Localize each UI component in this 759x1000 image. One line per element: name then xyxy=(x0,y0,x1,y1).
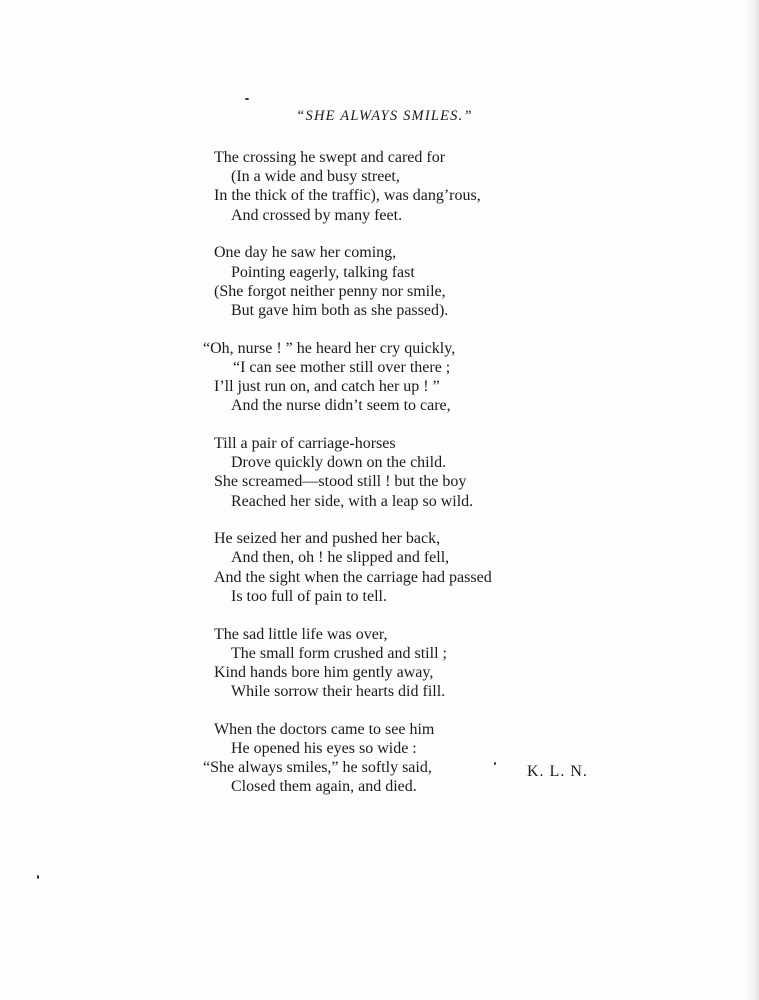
poem-line: Kind hands bore him gently away, xyxy=(214,663,434,681)
poem-title: “SHE ALWAYS SMILES.” xyxy=(296,108,473,124)
poem-line: The sad little life was over, xyxy=(214,625,388,643)
poem-line: Drove quickly down on the child. xyxy=(231,454,447,472)
poem-line: “She always smiles,” he softly said, xyxy=(203,759,432,777)
stanza xyxy=(214,434,544,511)
poem-line: The crossing he swept and cared for xyxy=(214,149,446,166)
poem-line: And crossed by many feet. xyxy=(231,206,403,224)
poem-line: When the doctors came to see him xyxy=(214,720,435,738)
author-signature: K. L. N. xyxy=(527,763,588,780)
poem-line: He seized her and pushed her back, xyxy=(214,530,441,548)
poem-line: Closed them again, and died. xyxy=(231,778,417,796)
poem-line: And the nurse didn’t seem to care, xyxy=(231,397,451,415)
poem-line: Till a pair of carriage-horses xyxy=(214,434,396,452)
poem-line: One day he saw her coming, xyxy=(214,244,397,262)
ink-speck xyxy=(37,875,39,879)
poem-line: And then, oh ! he slipped and fell, xyxy=(231,549,450,567)
poem-line: I’ll just run on, and catch her up ! ” xyxy=(214,378,440,396)
poem-line: Is too full of pain to tell. xyxy=(231,587,387,605)
stanza xyxy=(214,625,544,702)
poem-line: (In a wide and busy street, xyxy=(231,168,400,186)
poem-body xyxy=(203,148,544,815)
poem-line: “I can see mother still over there ; xyxy=(233,358,451,376)
poem-line: Pointing eagerly, talking fast xyxy=(231,263,415,281)
stanza xyxy=(203,720,544,797)
ink-speck xyxy=(245,98,249,100)
poem-line: (She forgot neither penny nor smile, xyxy=(214,282,446,300)
poem-line: She screamed—stood still ! but the boy xyxy=(214,473,467,491)
stanza xyxy=(214,148,544,225)
poem-line: But gave him both as she passed). xyxy=(231,301,449,319)
stanza xyxy=(203,339,544,416)
poem-line: He opened his eyes so wide : xyxy=(231,740,417,758)
poem-line: Reached her side, with a leap so wild. xyxy=(231,492,474,510)
poem-line: And the sight when the carriage had passed xyxy=(214,568,492,586)
ink-speck xyxy=(494,762,496,765)
poem-line: “Oh, nurse ! ” he heard her cry quickly, xyxy=(203,339,456,357)
poem-line: In the thick of the traffic), was dang’rous, xyxy=(214,187,481,205)
stanza xyxy=(214,243,544,320)
stanza xyxy=(214,529,544,606)
poem-line: The small form crushed and still ; xyxy=(231,644,447,662)
page-edge-shadow xyxy=(745,0,759,1000)
poem-line: While sorrow their hearts did fill. xyxy=(231,683,446,701)
